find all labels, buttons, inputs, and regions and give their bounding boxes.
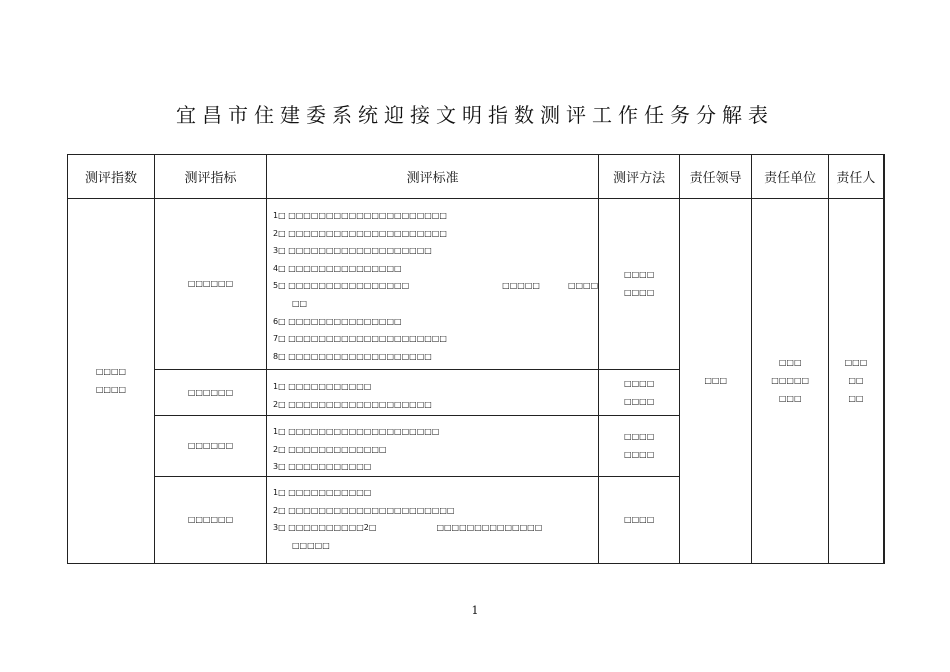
standard-line: □□□□□ [292, 540, 330, 550]
page-number: 1 [471, 604, 479, 617]
method-cell: □□□□ □□□□ [599, 416, 680, 477]
standard-line: 1□ □□□□□□□□□□□□□□□□□□□□ [273, 427, 440, 436]
standard-line: 7□ □□□□□□□□□□□□□□□□□□□□□ [273, 334, 447, 344]
standard-line: 1□ □□□□□□□□□□□ [273, 382, 372, 391]
standard-line: 2□ □□□□□□□□□□□□□ [273, 444, 387, 454]
header-unit: 责任单位 [752, 155, 829, 199]
standard-line: 5□ □□□□□□□□□□□□□□□□ □□□□□ □□□□ [273, 281, 599, 291]
standard-line: 2□ □□□□□□□□□□□□□□□□□□□ [273, 399, 432, 409]
task-table [67, 154, 885, 564]
standard-cell [267, 416, 599, 477]
header-row [68, 155, 884, 199]
standard-line: 1□ □□□□□□□□□□□□□□□□□□□□□ [273, 211, 447, 220]
indicator-cell: □□□□□□ [155, 416, 267, 477]
standard-line: 1□ □□□□□□□□□□□ [273, 488, 372, 497]
standard-line: 6□ □□□□□□□□□□□□□□□ [273, 316, 402, 326]
standard-line: 2□ □□□□□□□□□□□□□□□□□□□□□□ [273, 505, 455, 515]
unit-cell: □□□ □□□□□ □□□ [752, 199, 829, 564]
standard-cell [267, 199, 599, 370]
page-title: 宜昌市住建委系统迎接文明指数测评工作任务分解表 [176, 103, 774, 127]
standard-line: 3□ □□□□□□□□□□2□ □□□□□□□□□□□□□□ [273, 523, 543, 533]
leader-cell: □□□ [680, 199, 752, 564]
standard-line: 2□ □□□□□□□□□□□□□□□□□□□□□ [273, 228, 447, 238]
header-index: 测评指数 [68, 155, 155, 199]
header-indicator: 测评指标 [155, 155, 267, 199]
standard-cell [267, 370, 599, 416]
person-cell: □□□ □□ □□ [829, 199, 884, 564]
table-row [68, 199, 884, 370]
header-leader: 责任领导 [680, 155, 752, 199]
indicator-cell: □□□□□□ [155, 199, 267, 370]
standard-line: 3□ □□□□□□□□□□□ [273, 462, 372, 472]
header-person: 责任人 [829, 155, 884, 199]
header-method: 测评方法 [599, 155, 680, 199]
method-cell: □□□□ □□□□ [599, 199, 680, 370]
method-cell: □□□□ [599, 477, 680, 564]
indicator-cell: □□□□□□ [155, 370, 267, 416]
standard-line: 4□ □□□□□□□□□□□□□□□ [273, 263, 402, 273]
standard-line: 3□ □□□□□□□□□□□□□□□□□□□ [273, 246, 432, 256]
standard-line: □□ [292, 298, 308, 308]
header-standard: 测评标准 [267, 155, 599, 199]
method-cell: □□□□ □□□□ [599, 370, 680, 416]
standard-cell [267, 477, 599, 564]
index-cell: □□□□ □□□□ [68, 199, 155, 564]
standard-line: 8□ □□□□□□□□□□□□□□□□□□□ [273, 351, 432, 361]
indicator-cell: □□□□□□ [155, 477, 267, 564]
